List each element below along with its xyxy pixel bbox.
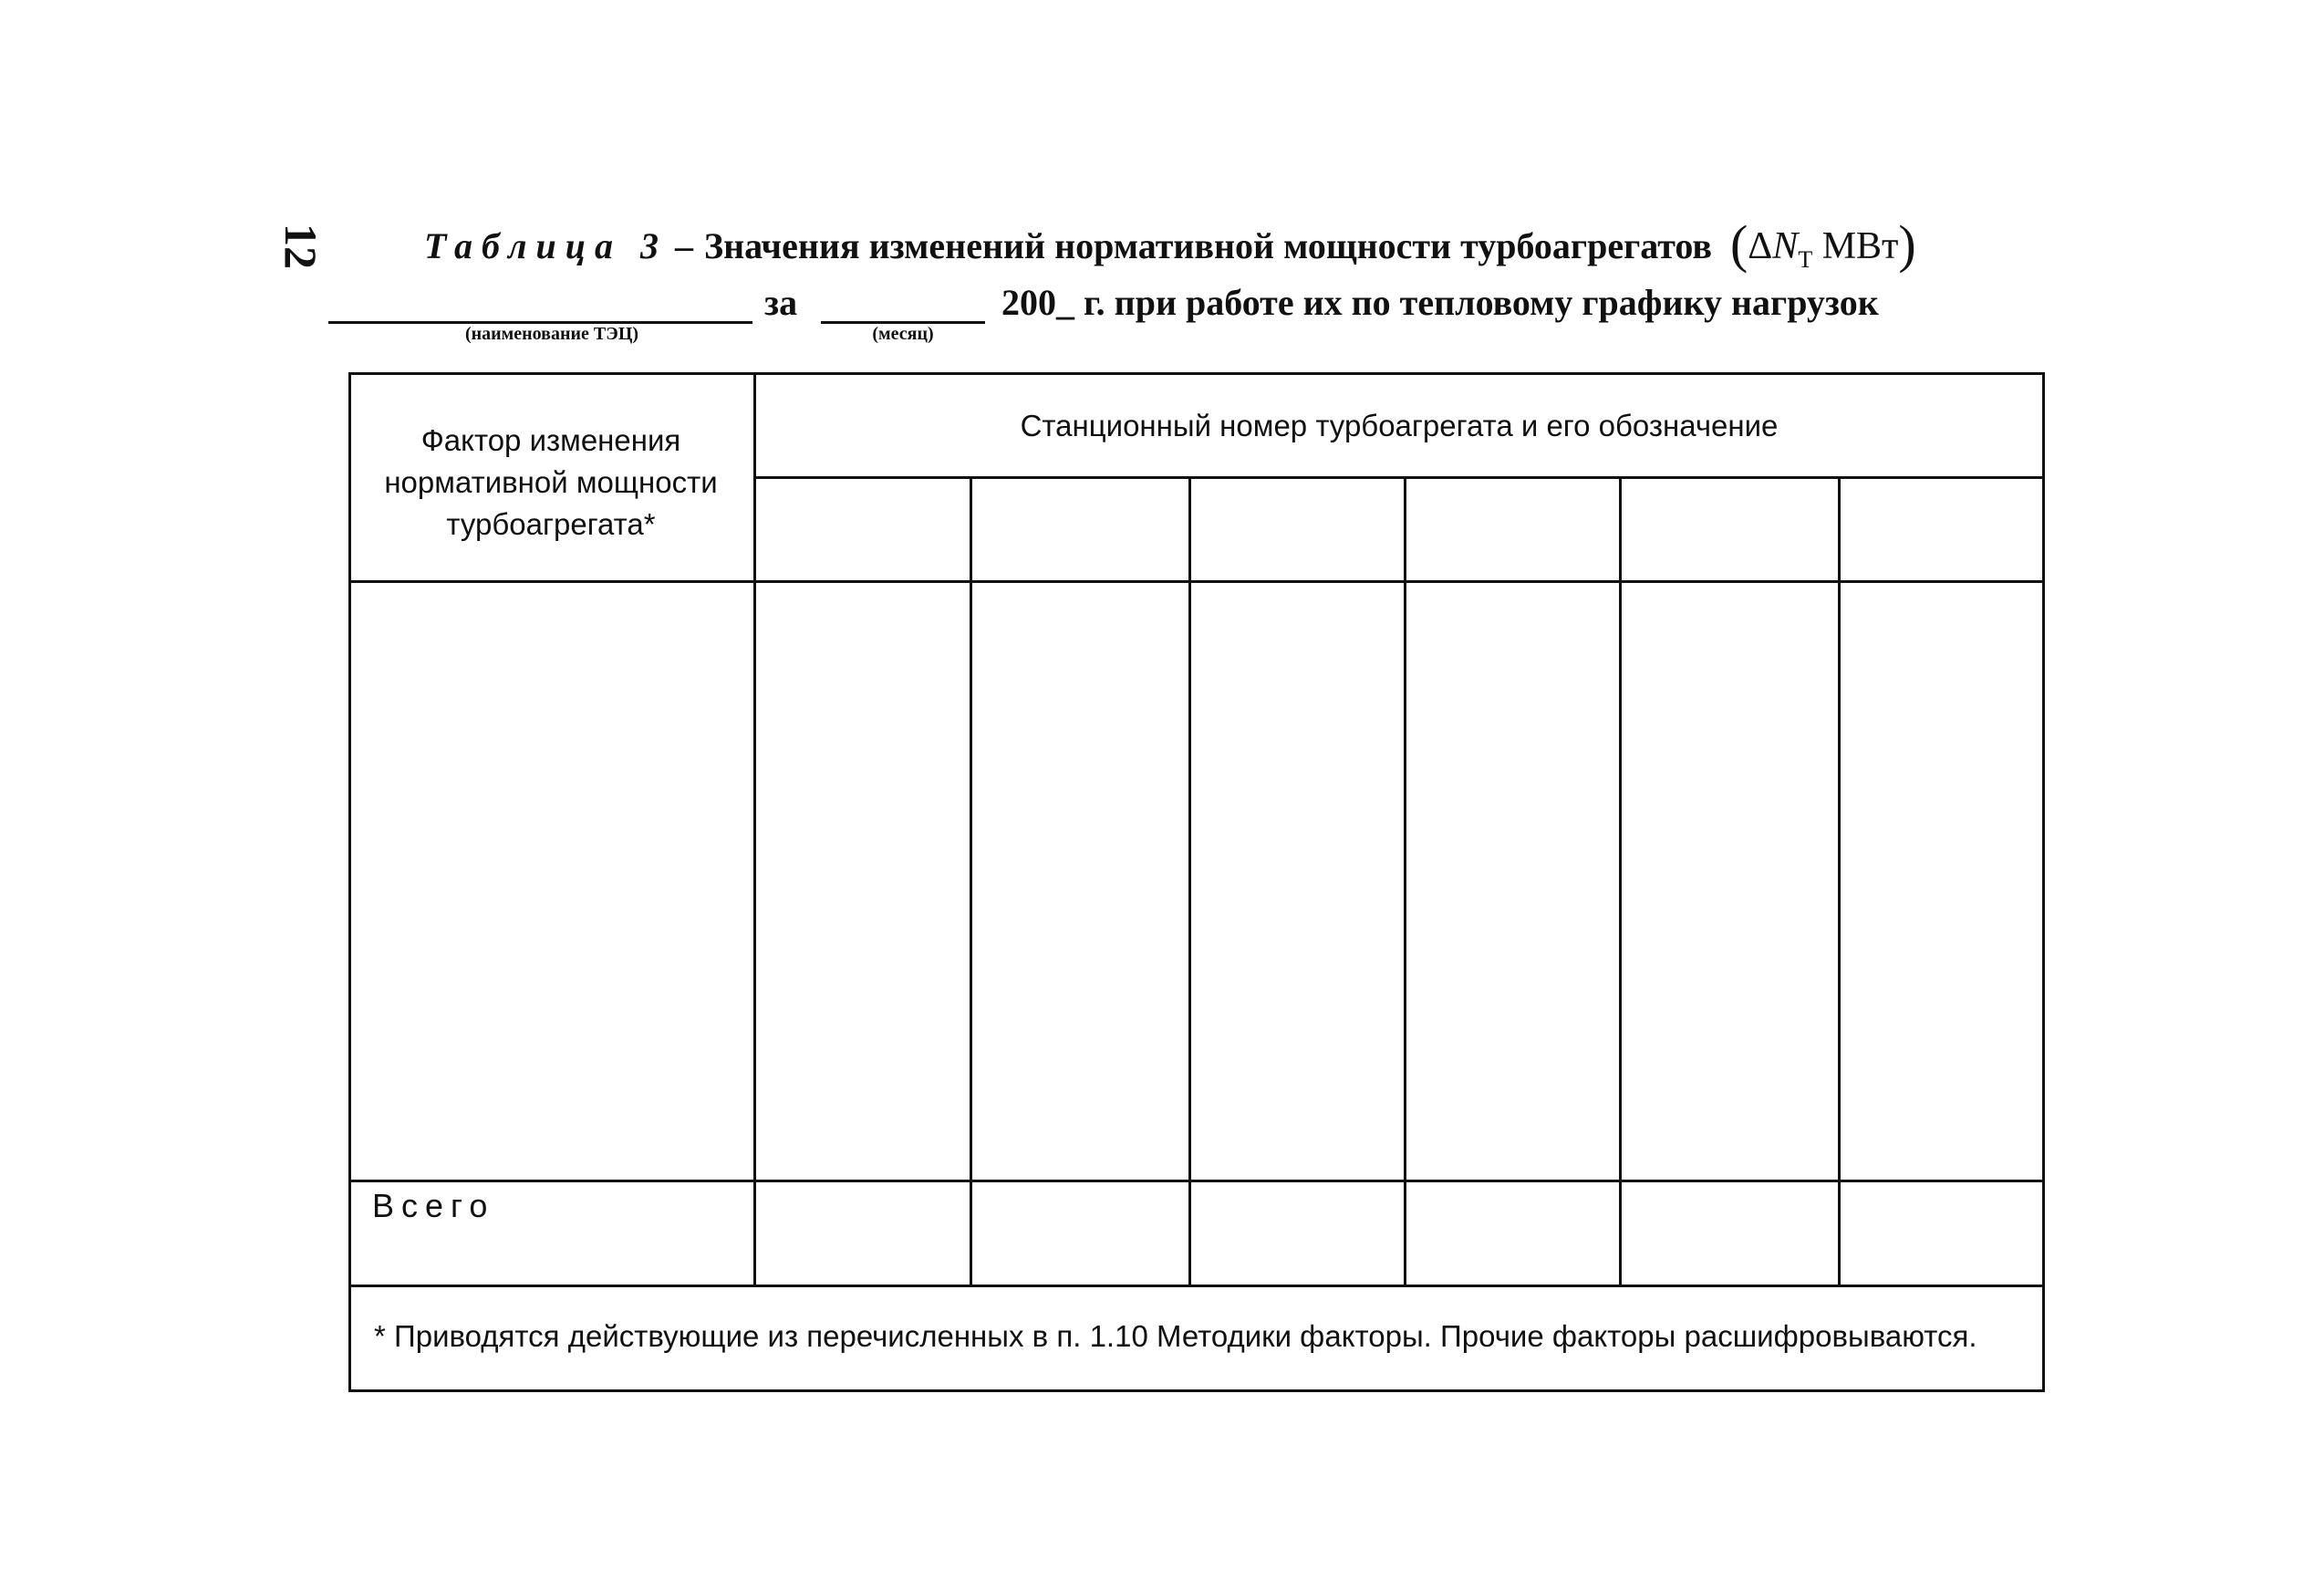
subtitle-rest: г. при работе их по тепловому графику нагрузок	[1084, 282, 1879, 323]
total-label: Всего	[372, 1187, 495, 1224]
table-title	[424, 214, 1916, 287]
paren-close: )	[1898, 214, 1916, 274]
year-prefix: 200_	[1001, 282, 1074, 323]
unit-header: Станционный номер турбоагрегата и его обозначение	[1020, 409, 1779, 442]
unit-subheader-line	[753, 476, 2045, 479]
factor-header	[348, 420, 753, 546]
table-footnote: * Приводятся действующие из перечисленных в п. 1.10 Методики факторы. Прочие факторы расшифровываются.	[374, 1319, 1977, 1353]
title-text: Значения изменений нормативной мощности турбоагрегатов	[703, 225, 1712, 266]
n-symbol: N	[1772, 225, 1799, 267]
paren-open: (	[1729, 214, 1748, 274]
table-border-top	[348, 372, 2045, 375]
factor-header-line-3: турбоагрегата*	[446, 507, 656, 541]
page-number: 12	[275, 224, 327, 269]
unit-column-divider-1	[970, 476, 972, 1285]
factor-table	[348, 372, 2045, 1392]
title-dash: –	[674, 225, 693, 266]
unit-column-divider-5	[1838, 476, 1841, 1285]
unit-column-divider-3	[1404, 476, 1406, 1285]
header-bottom-line	[348, 580, 2045, 583]
table-border-right	[2042, 372, 2045, 1392]
factor-header-line-1: Фактор изменения	[420, 423, 681, 457]
subscript-t: Т	[1798, 246, 1813, 273]
unit-column-divider-4	[1619, 476, 1622, 1285]
delta-symbol: Δ	[1748, 225, 1773, 267]
footnote-row-top-line	[348, 1285, 2045, 1287]
factor-column-divider	[753, 372, 756, 1285]
month-caption: (месяц)	[872, 324, 934, 344]
unit-mw: МВт	[1821, 225, 1899, 267]
subtitle-text	[1001, 280, 1879, 326]
title-unit-group	[1729, 214, 1916, 274]
unit-column-divider-2	[1188, 476, 1191, 1285]
total-row-top-line	[348, 1180, 2045, 1182]
table-border-bottom	[348, 1389, 2045, 1392]
za-text: за	[764, 282, 798, 323]
plant-name-caption: (наименование ТЭЦ)	[464, 324, 639, 344]
factor-header-line-2: нормативной мощности	[384, 465, 718, 499]
table-label: Таблица 3	[424, 225, 668, 266]
